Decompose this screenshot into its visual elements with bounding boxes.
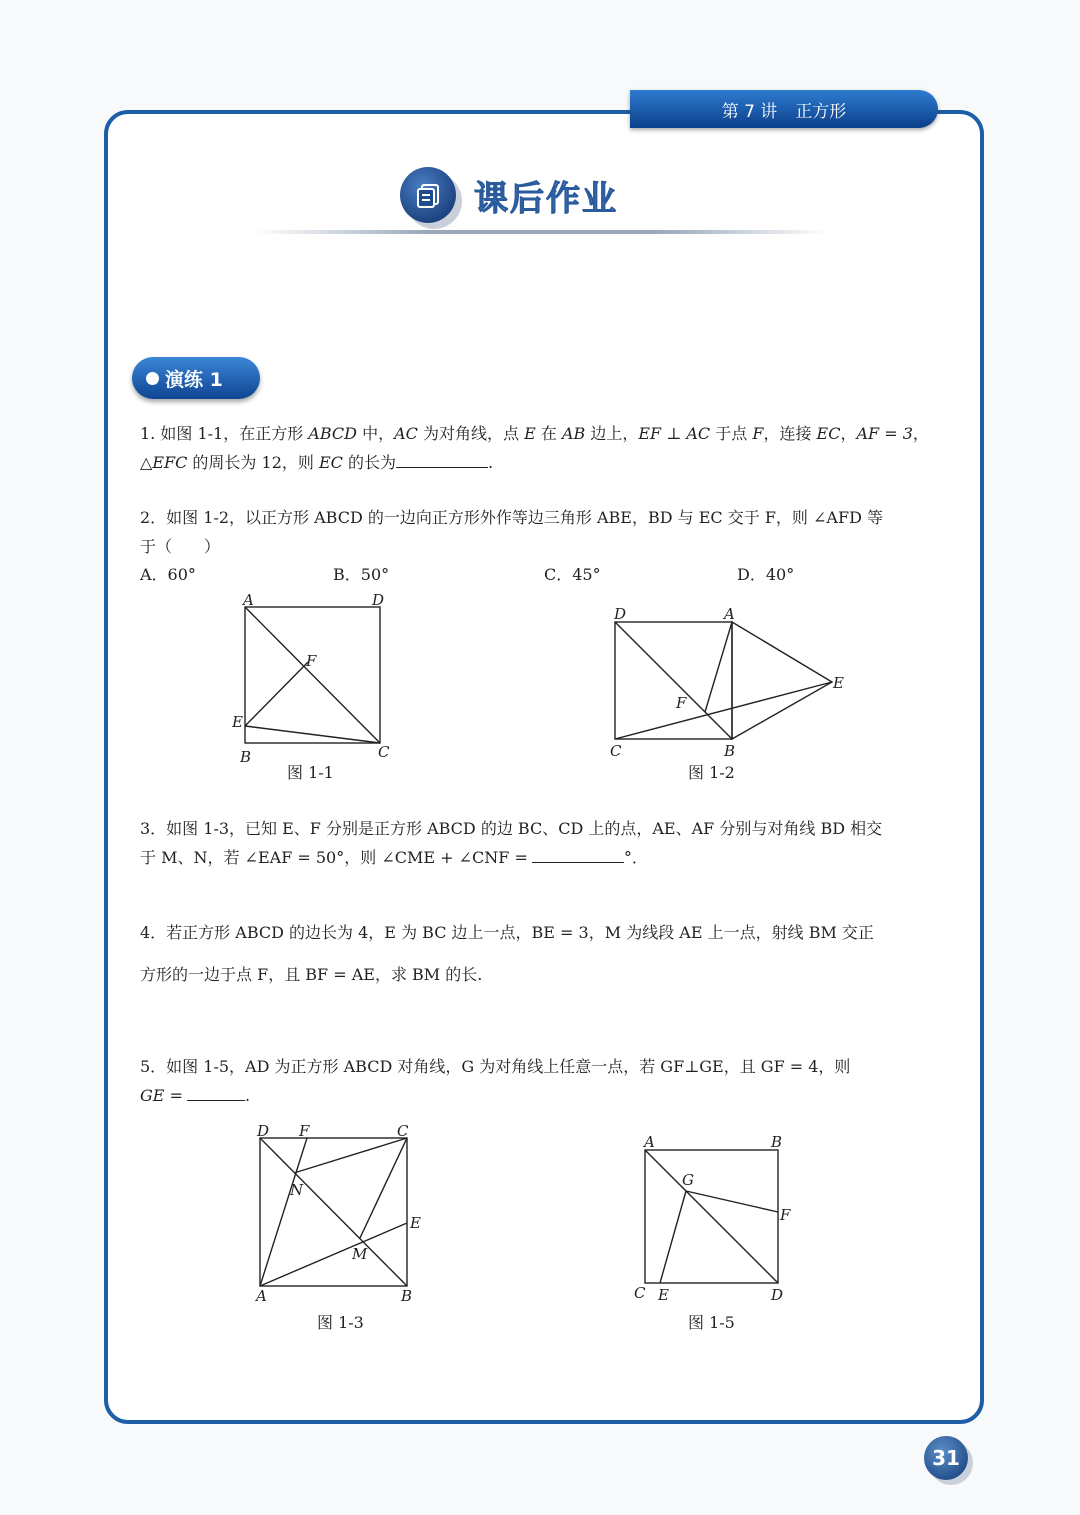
- fig1-5-label-d: D: [771, 1286, 784, 1304]
- question-5-line-2: GE = .: [140, 1081, 942, 1110]
- option-b[interactable]: B．50°: [333, 565, 390, 584]
- fig1-2-triangle-abe: [732, 622, 832, 739]
- figure-1-2-caption: 图 1-2: [688, 763, 735, 782]
- question-2-line-1: 2．如图 1-2，以正方形 ABCD 的一边向正方形外作等边三角形 ABE，BD 与 EC 交于 F，则 ∠AFD 等: [140, 508, 883, 527]
- fig1-2-label-f: F: [676, 694, 687, 712]
- fig1-1-segment-ec: [245, 726, 380, 743]
- fig1-5-label-a: A: [644, 1133, 655, 1151]
- question-3-line-1: 3．如图 1-3，已知 E、F 分别是正方形 ABCD 的边 BC、CD 上的点，AE、AF 分别与对角线 BD 相交: [140, 819, 883, 838]
- fig1-2-label-d: D: [614, 605, 627, 623]
- fig1-3-segment-cm: [360, 1138, 407, 1238]
- page-number: 31: [924, 1436, 968, 1480]
- question-1: [140, 419, 942, 477]
- lecture-label: 第 7 讲: [721, 101, 778, 122]
- question-4-line-2: 方形的一边于点 F，且 BF = AE，求 BM 的长.: [140, 965, 483, 984]
- option-a[interactable]: A．60°: [140, 565, 196, 584]
- fig1-1-diagonal-ac: [245, 607, 380, 743]
- figure-1-2: [600, 600, 860, 760]
- figure-1-1: [230, 590, 410, 770]
- figure-1-5-caption: 图 1-5: [688, 1313, 735, 1332]
- fig1-3-label-a: A: [256, 1287, 267, 1305]
- question-1-line-1: 1. 如图 1-1，在正方形 ABCD 中，AC 为对角线，点 E 在 AB 边上，EF ⊥ AC 于点 F，连接 EC，AF = 3，: [140, 424, 929, 443]
- figure-1-1-caption: 图 1-1: [287, 763, 334, 782]
- fig1-1-label-e: E: [232, 713, 243, 731]
- fig1-3-label-n: N: [290, 1181, 304, 1199]
- fig1-3-segment-af: [260, 1138, 307, 1286]
- question-4: [140, 912, 942, 996]
- fig1-3-label-c: C: [397, 1122, 409, 1140]
- answer-blank[interactable]: [187, 1082, 245, 1101]
- option-d[interactable]: D．40°: [737, 565, 795, 584]
- fig1-5-segment-gf: [686, 1191, 778, 1212]
- fig1-5-segment-ge: [660, 1191, 686, 1283]
- fig1-1-label-d: D: [372, 591, 385, 609]
- question-3-line-2: 于 M、N，若 ∠EAF = 50°，则 ∠CME + ∠CNF = °．: [140, 843, 942, 872]
- option-c[interactable]: C．45°: [544, 565, 601, 584]
- figure-1-3-caption: 图 1-3: [317, 1313, 364, 1332]
- figure-1-5: [630, 1130, 810, 1310]
- fig1-1-label-f: F: [306, 652, 317, 670]
- answer-blank[interactable]: [532, 844, 624, 863]
- fig1-3-label-d: D: [257, 1122, 270, 1140]
- fig1-5-label-e: E: [658, 1286, 669, 1304]
- fig1-5-label-c: C: [634, 1284, 646, 1302]
- fig1-3-label-m: M: [352, 1245, 368, 1263]
- section-label: [132, 357, 260, 399]
- fig1-5-label-b: B: [771, 1133, 783, 1151]
- fig1-1-label-c: C: [378, 743, 390, 761]
- document-icon: [400, 167, 456, 223]
- fig1-2-label-e: E: [833, 674, 844, 692]
- homework-title: 课后作业: [474, 178, 618, 219]
- question-2-line-2: 于（ ）: [140, 537, 221, 556]
- fig1-2-segment-af: [705, 622, 732, 712]
- fig1-5-label-f: F: [780, 1206, 791, 1224]
- figure-1-3: [250, 1120, 430, 1310]
- question-5: [140, 1052, 942, 1110]
- fig1-2-label-a: A: [724, 605, 735, 623]
- chapter-tab: [630, 90, 938, 128]
- fig1-1-label-b: B: [240, 748, 252, 766]
- fig1-1-label-a: A: [243, 591, 254, 609]
- question-2: [140, 503, 942, 561]
- fig1-3-segment-cn: [294, 1138, 407, 1173]
- fig1-3-segment-ae: [260, 1223, 407, 1286]
- title-divider: [255, 230, 830, 234]
- homework-header: [400, 160, 618, 230]
- question-5-line-1: 5．如图 1-5，AD 为正方形 ABCD 对角线，G 为对角线上任意一点，若 GF⊥GE，且 GF = 4，则: [140, 1057, 851, 1076]
- section-text: 演练 1: [165, 368, 223, 391]
- fig1-3-label-f: F: [299, 1122, 310, 1140]
- fig1-3-label-e: E: [410, 1214, 421, 1232]
- fig1-5-label-g: G: [682, 1171, 694, 1189]
- question-3: [140, 814, 942, 872]
- fig1-3-label-b: B: [401, 1287, 413, 1305]
- fig1-2-label-b: B: [724, 742, 736, 760]
- fig1-2-label-c: C: [610, 742, 622, 760]
- topic-label: 正方形: [795, 101, 847, 122]
- bullet-icon: [146, 372, 159, 385]
- fig1-1-segment-ef: [245, 662, 308, 726]
- question-1-line-2: △EFC 的周长为 12，则 EC 的长为 .: [140, 448, 942, 477]
- answer-blank[interactable]: [396, 449, 488, 468]
- question-4-line-1: 4．若正方形 ABCD 的边长为 4，E 为 BC 边上一点，BE = 3，M 为线段 AE 上一点，射线 BM 交正: [140, 923, 874, 942]
